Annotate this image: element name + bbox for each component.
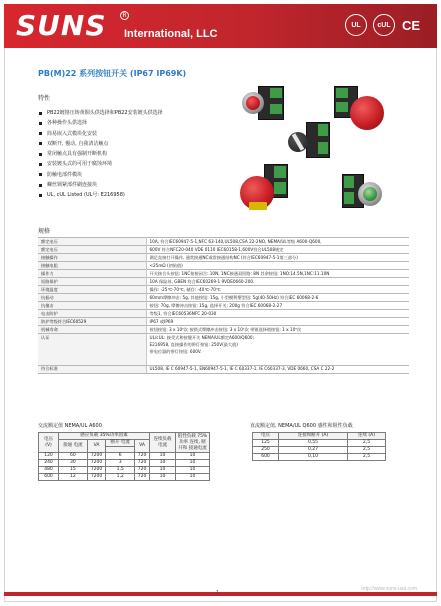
table-header: VA — [135, 440, 150, 453]
table-cell: 10 — [150, 460, 176, 467]
table-cell: 10 — [176, 467, 210, 474]
table-row — [38, 334, 409, 342]
table-cell: 1,2 — [106, 474, 135, 481]
table-cell: 0,55 — [279, 440, 348, 447]
table-cell: 60 — [59, 453, 88, 460]
spec-value: <25mΩ (初始值) — [146, 262, 409, 270]
spec-key: 环境温度 — [38, 286, 146, 294]
table-row — [38, 348, 409, 355]
spec-value: 600V 符合NFC20-040 VDE 0110 IEC60158-1,600V符合UL508规定 — [146, 246, 409, 254]
table-header: 断开 电流 — [106, 440, 135, 447]
table-cell: 0,10 — [279, 454, 348, 461]
table-row — [38, 326, 409, 334]
table-cell: 2,5 — [348, 447, 386, 454]
table-row — [38, 355, 409, 365]
table-cell: 30 — [59, 460, 88, 467]
spec-key: 符合标准 — [38, 365, 146, 373]
spec-value: 开关接合头按钮: 1NC按接闭合: 10N, 1NC接通双回路: 8N 其余按钮: 1NO:14.5N,1NC:11.10N — [146, 270, 409, 278]
table-cell: 10 — [176, 474, 210, 481]
spec-value: 60mm摩擦冲击: 5g, 其他按钮: 15g, 小型模利塑型钮: 5g(40-50Hz) 符合IEC 60068-2-6 — [146, 294, 409, 302]
brand-logo: SUNS — [16, 9, 107, 42]
table-cell: 720 — [135, 460, 150, 467]
dc-rating-caption: 直流额定值, NEMA/UL Q600 感性和阻性负载 — [250, 423, 353, 429]
spec-key — [38, 355, 146, 365]
header-banner — [4, 4, 437, 48]
illuminated-pushbutton-image — [338, 170, 390, 216]
certification-marks — [345, 14, 421, 36]
table-cell: 15 — [59, 467, 88, 474]
feature-item: 常闭触点具有强制开断机构 — [38, 149, 163, 159]
spec-key: 电击防护 — [38, 310, 146, 318]
table-cell: 10 — [176, 453, 210, 460]
feature-item: 各种操作头供选择 — [38, 118, 163, 128]
registered-mark: R — [120, 11, 129, 20]
table-row — [38, 278, 409, 286]
spec-key: 认证 — [38, 334, 146, 342]
selector-switch-image — [286, 118, 346, 168]
spec-value: UL508, IE C 60947-5-1, EN60947-5-1, IE C 60337-1, IE C60337-3, VDE 0660, CSA C 22-2 — [146, 365, 409, 373]
table-row — [38, 365, 409, 373]
spec-key — [38, 341, 146, 348]
table-header: 连续负载 电流 — [150, 433, 176, 453]
page-number: 1 — [216, 590, 220, 596]
table-header: 感应负载 35%功率因素 — [59, 433, 150, 440]
table-row — [38, 310, 409, 318]
dc-rating-table — [252, 432, 386, 461]
table-cell: 7200 — [87, 467, 106, 474]
spec-key: 短路保护 — [38, 278, 146, 286]
table-header: 阻性负载 75%功率 连续, 断开和 接通电流 — [176, 433, 210, 453]
table-row — [39, 460, 210, 467]
spec-key: 接触操作 — [38, 254, 146, 262]
spec-value: 带电位器的带灯按钮: 600V. — [149, 348, 202, 354]
spec-value: 按钮按钮: 3 x 10⁶次 按锁式摩擦冲击按钮: 3 x 10⁵次 带锁选择锁按钮: 1 x 10⁶次 — [146, 326, 409, 334]
table-cell: 720 — [135, 453, 150, 460]
spec-value — [146, 355, 409, 365]
table-cell: 10 — [176, 460, 210, 467]
table-row — [39, 453, 210, 460]
table-header: 接通 电流 — [59, 440, 88, 453]
table-cell: 7200 — [87, 460, 106, 467]
spec-value: IP67 或IP69 — [146, 318, 409, 326]
table-row — [38, 254, 409, 262]
table-cell: 600 — [39, 474, 59, 481]
table-header: 连接和断开 (A) — [279, 433, 348, 440]
spec-value: 按钮: 70g, 摩擦冲击按钮: 15g, 选择开关: 200g 符合IEC 60068-2-27 — [146, 302, 409, 310]
emergency-stop-image — [238, 162, 302, 220]
table-cell: 1,5 — [106, 467, 135, 474]
spec-value: E216958, 直接操作的带灯按钮: 250V(最大值) — [149, 341, 238, 347]
spec-value: 操作: -25℃-70℃, 储存: -40℃-70℃ — [146, 286, 409, 294]
spec-value: 满足直接打开操作, 通常接通NC或常接通结构NC (符合IEC60947-5-1第三部分) — [146, 254, 409, 262]
spec-key: 操作力 — [38, 270, 146, 278]
table-cell: 480 — [39, 467, 59, 474]
table-cell: 720 — [135, 474, 150, 481]
table-row — [253, 454, 386, 461]
table-cell: 7200 — [87, 453, 106, 460]
footer-url: http://www.suns-usa.com — [361, 586, 417, 592]
spec-key: 抗振动 — [38, 294, 146, 302]
spec-value: UL/cUL: 接受式和按键开关 NEMA/UL额定A600/Q600; — [146, 334, 409, 342]
table-cell: 250 — [253, 447, 279, 454]
table-row — [38, 270, 409, 278]
table-cell: 12 — [59, 474, 88, 481]
table-row — [38, 318, 409, 326]
spec-key: 接触电阻 — [38, 262, 146, 270]
feature-item: 双断开, 慢动, 自我清洁触点 — [38, 139, 163, 149]
table-cell: 120 — [39, 453, 59, 460]
spec-key: 额定电压 — [38, 238, 146, 246]
ac-rating-caption: 交流额定值 NEMA/UL A600 — [38, 423, 102, 429]
company-name: International, LLC — [124, 28, 218, 40]
spec-value: 10A 保险丝, GBEN 符合IEC60269-1 9VDE0660-200. — [146, 278, 409, 286]
spec-heading: 规格 — [38, 228, 51, 235]
table-cell: 0,27 — [279, 447, 348, 454]
feature-item: 螺丝锁紧部件刷连接块 — [38, 180, 163, 190]
table-cell: 125 — [253, 440, 279, 447]
features-list — [38, 108, 163, 201]
table-cell: 10 — [150, 453, 176, 460]
feature-item: 安装镀头式的可用于腐蚀环境 — [38, 159, 163, 169]
feature-item: PB22镀铬压铸黄铜头供选择和PB22安装镀头供选择 — [38, 108, 163, 118]
table-row — [253, 447, 386, 454]
feature-item: 简易嵌入式模块化安装 — [38, 129, 163, 139]
table-row — [38, 341, 409, 348]
table-row — [39, 433, 210, 440]
spec-table — [38, 237, 409, 374]
table-header: 连续 (A) — [348, 433, 386, 440]
footer-bar — [4, 592, 437, 596]
table-row — [253, 433, 386, 440]
feature-item: 防触电部件模块 — [38, 170, 163, 180]
table-header: 电压 — [253, 433, 279, 440]
spec-value: 10A, 符合IEC60947-5-1,NFC 63-140,UL508,CSA 22-2NO, NEMA/UL等级 A600-Q600, — [146, 238, 409, 246]
page-title: PB(M)22 系列按钮开关 (IP67 IP69K) — [38, 69, 187, 78]
cul-cert-icon: cUL — [373, 14, 395, 36]
table-cell: 7200 — [87, 474, 106, 481]
spec-key — [38, 348, 146, 355]
spec-key: 额定电压 — [38, 246, 146, 254]
table-row — [39, 474, 210, 481]
table-cell: 3 — [106, 460, 135, 467]
table-header: 电压 (V) — [39, 433, 59, 453]
table-cell: 2,5 — [348, 454, 386, 461]
table-cell: 600 — [253, 454, 279, 461]
table-cell: 2,5 — [348, 440, 386, 447]
table-row — [38, 262, 409, 270]
feature-item: UL, cUL Listed (UL号: E216958) — [38, 190, 163, 200]
table-row — [253, 440, 386, 447]
table-row — [38, 246, 409, 254]
ce-cert-icon: CE — [401, 17, 421, 33]
spec-key: 抗撞击 — [38, 302, 146, 310]
table-cell: 10 — [150, 467, 176, 474]
table-cell: 6 — [106, 453, 135, 460]
features-heading: 特性 — [38, 95, 51, 102]
table-header: VA — [87, 440, 106, 453]
table-row — [38, 286, 409, 294]
table-row — [38, 294, 409, 302]
spec-key: 防护等级符合IEC60529 — [38, 318, 146, 326]
table-row — [38, 302, 409, 310]
spec-value: 等级1, 符合IEC60536NFC 20-030 — [146, 310, 409, 318]
table-row — [38, 238, 409, 246]
ul-cert-icon: UL — [345, 14, 367, 36]
table-cell: 10 — [150, 474, 176, 481]
spec-key: 机械寿命 — [38, 326, 146, 334]
table-cell: 240 — [39, 460, 59, 467]
table-row — [39, 467, 210, 474]
table-cell: 720 — [135, 467, 150, 474]
ac-rating-table — [38, 432, 210, 481]
